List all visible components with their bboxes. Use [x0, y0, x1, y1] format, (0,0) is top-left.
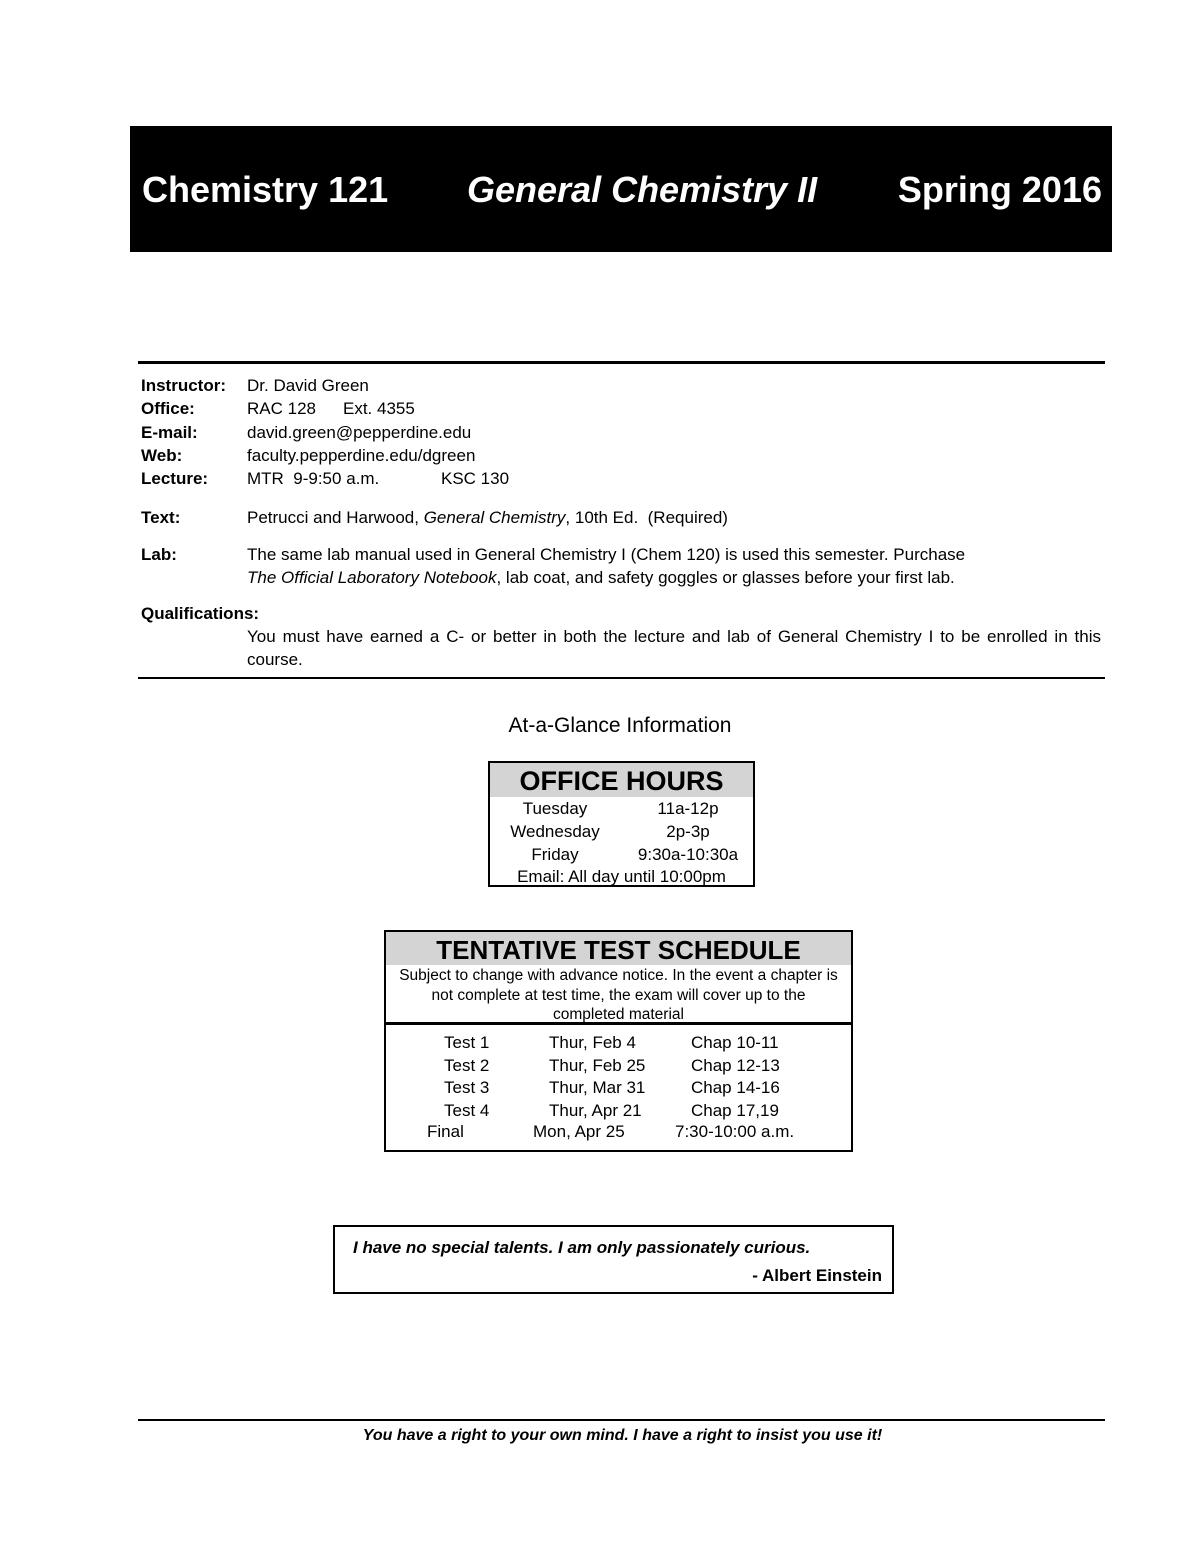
office-hours-time: 9:30a-10:30a: [637, 845, 739, 864]
course-title: General Chemistry II: [467, 169, 818, 210]
course-code: Chemistry 121: [142, 169, 389, 210]
test-date: Mon, Apr 25: [533, 1122, 625, 1141]
test-name: Final: [427, 1122, 464, 1141]
test-schedule-box: [384, 930, 853, 1152]
office-hours-time: 2p-3p: [666, 822, 710, 841]
email-label: E-mail:: [141, 423, 198, 442]
office-hours-time: 11a-12p: [657, 799, 719, 818]
test-schedule-row: [386, 1120, 851, 1143]
office-label: Office:: [141, 399, 195, 418]
lab-line-2: [247, 566, 955, 589]
instructor-value: Dr. David Green: [247, 376, 369, 395]
lab-notebook-title: The Official Laboratory Notebook: [247, 568, 497, 587]
web-value[interactable]: faculty.pepperdine.edu/dgreen: [247, 446, 476, 465]
office-hours-email-note: Email: All day until 10:00pm: [517, 867, 726, 886]
glance-title: At-a-Glance Information: [508, 714, 732, 737]
office-hours-day: Friday: [531, 845, 579, 864]
test-name: Test 3: [444, 1078, 490, 1097]
office-hours-day: Wednesday: [510, 822, 600, 841]
test-schedule-row: [386, 1031, 851, 1054]
test-date: Thur, Mar 31: [549, 1078, 646, 1097]
office-hours-row: [490, 797, 753, 820]
text-label: Text:: [141, 508, 181, 527]
test-schedule-row: [386, 1099, 851, 1122]
office-hours-row: [490, 843, 753, 866]
test-name: Test 2: [444, 1056, 490, 1075]
middle-divider: [138, 677, 1105, 679]
instructor-label: Instructor:: [141, 376, 226, 395]
top-divider: [138, 361, 1105, 364]
header-banner: [130, 126, 1112, 252]
office-room: RAC 128: [247, 399, 316, 418]
test-name: Test 1: [444, 1033, 490, 1052]
lab-line-1: The same lab manual used in General Chemistry I (Chem 120) is used this semester. Purchase: [247, 545, 966, 564]
course-term: Spring 2016: [897, 169, 1102, 210]
office-hours-row: [490, 820, 753, 843]
test-schedule-title: TENTATIVE TEST SCHEDULE: [386, 932, 851, 965]
email-value[interactable]: david.green@pepperdine.edu: [247, 423, 472, 442]
qualifications-text: You must have earned a C- or better in both the lecture and lab of General Chemistry I to be enrolled in this course.: [247, 627, 1101, 669]
lab-line-2-rest: , lab coat, and safety goggles or glasses before your first lab.: [496, 568, 955, 587]
office-hours-title: OFFICE HOURS: [490, 763, 753, 797]
qualifications-label: Qualifications:: [141, 604, 260, 623]
bottom-divider: [138, 1419, 1105, 1421]
test-chapters: Chap 14-16: [691, 1078, 780, 1097]
office-ext: Ext. 4355: [343, 399, 415, 418]
test-name: Test 4: [444, 1101, 490, 1120]
test-chapters: Chap 17,19: [691, 1101, 779, 1120]
web-label: Web:: [141, 446, 183, 465]
test-schedule-row: [386, 1076, 851, 1099]
text-authors: Petrucci and Harwood,: [247, 508, 424, 527]
footer-motto: You have a right to your own mind. I have a right to insist you use it!: [362, 1427, 883, 1444]
lecture-label: Lecture:: [141, 469, 209, 488]
office-hours-day: Tuesday: [522, 799, 588, 818]
lecture-time: MTR 9-9:50 a.m.: [247, 469, 380, 488]
test-chapters: Chap 12-13: [691, 1056, 780, 1075]
lab-label: Lab:: [141, 545, 177, 564]
text-edition: , 10th Ed. (Required): [565, 508, 728, 527]
test-date: Thur, Apr 21: [549, 1101, 642, 1120]
quote-author: - Albert Einstein: [752, 1266, 882, 1285]
quote-box: [333, 1225, 894, 1294]
test-chapters: 7:30-10:00 a.m.: [675, 1122, 795, 1141]
quote-text: I have no special talents. I am only passionately curious.: [353, 1238, 811, 1257]
test-date: Thur, Feb 4: [549, 1033, 636, 1052]
test-schedule-note: Subject to change with advance notice. In the event a chapter is not complete at test time, the exam will cover up to the completed material: [386, 965, 851, 1025]
text-book-title: General Chemistry: [423, 508, 566, 527]
test-chapters: Chap 10-11: [691, 1033, 779, 1052]
textbook: [247, 506, 728, 529]
lecture-room: KSC 130: [441, 469, 510, 488]
test-schedule-row: [386, 1054, 851, 1077]
test-date: Thur, Feb 25: [549, 1056, 646, 1075]
office-hours-box: [488, 761, 755, 887]
